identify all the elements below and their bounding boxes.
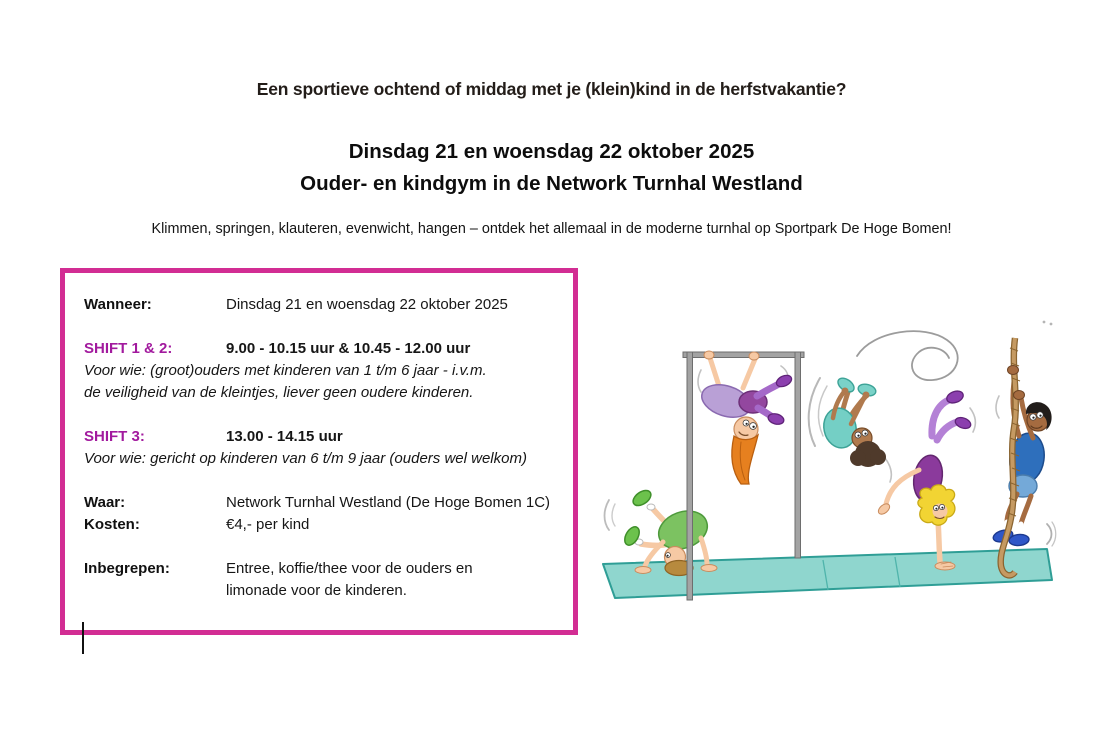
- info-row-wanneer: [84, 294, 559, 316]
- info-label-inbegrepen: Inbegrepen:: [84, 560, 170, 577]
- info-row-waar: [84, 492, 559, 514]
- tagline: Klimmen, springen, klauteren, evenwicht, hangen – ontdek het allemaal in de moderne turnhal op Sportpark De Hoge Bomen!: [151, 221, 952, 237]
- info-label-kosten: Kosten:: [84, 516, 140, 533]
- spacer: [84, 404, 559, 426]
- gymnastics-illustration: [595, 308, 1065, 608]
- info-label-wanneer: Wanneer:: [84, 296, 152, 313]
- text-cursor: [82, 622, 84, 654]
- inbegrepen-line1: Entree, koffie/thee voor de ouders en: [226, 560, 473, 577]
- info-row-shift12: [84, 338, 559, 360]
- info-label-shift12: SHIFT 1 & 2:: [84, 340, 173, 357]
- info-value-waar: Network Turnhal Westland (De Hoge Bomen 1C): [226, 494, 551, 511]
- inbegrepen-line2: limonade voor de kinderen.: [226, 582, 407, 599]
- info-box: [60, 268, 578, 635]
- info-row-inbegrepen: [84, 558, 559, 602]
- spacer: [84, 536, 559, 558]
- bar-hanging-kid-icon: [698, 351, 794, 484]
- spacer: [84, 470, 559, 492]
- info-row-kosten: [84, 514, 559, 536]
- event-title-line2: Ouder- en kindgym in de Network Turnhal Westland: [300, 172, 803, 195]
- spacer: [84, 316, 559, 338]
- info-row-shift3: [84, 426, 559, 448]
- event-title-line1: Dinsdag 21 en woensdag 22 oktober 2025: [348, 140, 755, 163]
- info-label-shift3: SHIFT 3:: [84, 428, 145, 445]
- info-value-kosten: €4,- per kind: [226, 516, 310, 533]
- rope-climbing-kid-icon: [992, 374, 1056, 546]
- info-value-shift12: 9.00 - 10.15 uur & 10.45 - 12.00 uur: [226, 340, 471, 357]
- info-value-wanneer: Dinsdag 21 en woensdag 22 oktober 2025: [226, 296, 508, 313]
- info-value-shift3: 13.00 - 14.15 uur: [226, 428, 343, 445]
- shift12-note-line1: Voor wie: (groot)ouders met kinderen van 1 t/m 6 jaar - i.v.m.: [84, 362, 487, 379]
- info-label-waar: Waar:: [84, 494, 126, 511]
- artifact-dots: [1043, 321, 1053, 326]
- info-value-inbegrepen: [226, 558, 559, 602]
- shift12-note-line2: de veiligheid van de kleintjes, liever geen oudere kinderen.: [84, 384, 474, 401]
- shift3-note-line1: Voor wie: gericht op kinderen van 6 t/m 9 jaar (ouders wel welkom): [84, 450, 527, 467]
- intro-line: Een sportieve ochtend of middag met je (klein)kind in de herfstvakantie?: [256, 79, 847, 99]
